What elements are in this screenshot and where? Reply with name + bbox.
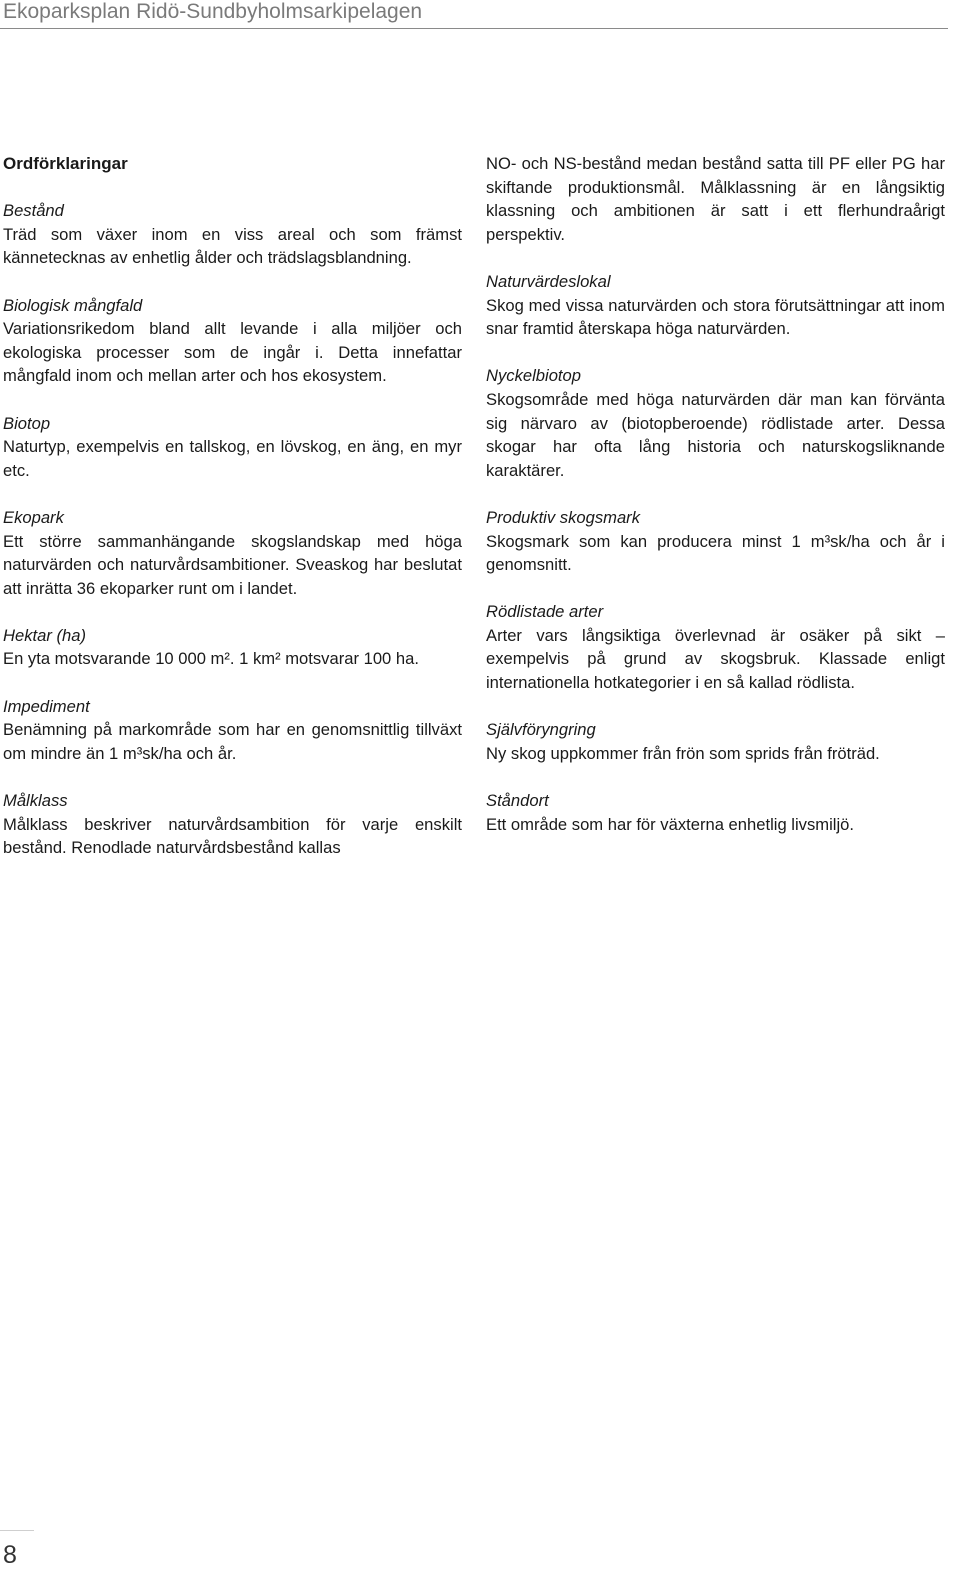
glossary-definition: Ett område som har för växterna enhetlig livsmiljö. [486,814,854,834]
glossary-definition: Skogsmark som kan producera minst 1 m³sk/ha och år i genomsnitt. [486,531,945,575]
section-heading: Ordförklaringar [3,154,128,173]
glossary-entry-malklass [3,789,462,860]
glossary-term: Målklass [3,791,68,811]
glossary-definition: Målklass beskriver naturvårdsambition för varje enskilt bestånd. Renodlade naturvårdsbestånd kallas [3,814,462,858]
glossary-definition: En yta motsvarande 10 000 m². 1 km² motsvarar 100 ha. [3,649,419,669]
glossary-entry-hektar [3,624,462,671]
glossary-term: Ståndort [486,791,549,811]
glossary-entry-ekopark [3,506,462,600]
glossary-entry-rodlistade-arter [486,600,945,694]
glossary-definition: Ny skog uppkommer från frön som sprids från fröträd. [486,743,880,763]
glossary-entry-biologisk-mangfald [3,294,462,388]
glossary-term: Impediment [3,696,90,716]
page-number-rule [0,1530,34,1531]
glossary-definition: Arter vars långsiktiga överlevnad är osäker på sikt – exempelvis på grund av skogsbruk. Klassade enligt internationella hotkategorier i en så kallad rödlista. [486,625,945,693]
glossary-entry-sjalvforyngring [486,718,945,765]
glossary-definition: Ett större sammanhängande skogslandskap med höga naturvärden och naturvårdsambitioner. Sveaskog har beslutat att inrätta 36 ekoparker runt om i landet. [3,531,462,598]
glossary-definition-continuation: NO- och NS-bestånd medan bestånd satta till PF eller PG har skiftande produktionsmål. Målklassning är en långsiktig klassning och ambitionen är satt i ett flerhundraårigt perspektiv. [486,154,945,244]
glossary-term: Rödlistade arter [486,602,604,622]
glossary-term: Bestånd [3,201,64,221]
glossary-entry-naturvardeslokal [486,270,945,341]
glossary-definition: Skogsområde med höga naturvärden där man kan förvänta sig närvaro av (biotopberoende) rödlistade arter. Dessa skogar har ofta lång historia och naturskogsliknande karaktärer. [486,389,945,480]
glossary-definition: Träd som växer inom en viss areal och som främst kännetecknas av enhetlig ålder och trädslagsblandning. [3,224,462,268]
glossary-term: Hektar (ha) [3,625,86,645]
glossary-entry-produktiv-skogsmark [486,506,945,577]
document-title: Ekoparksplan Ridö-Sundbyholmsarkipelagen [3,0,423,23]
glossary-term: Naturvärdeslokal [486,271,611,291]
glossary-entry-standort [486,789,945,836]
glossary-entry-bestand [3,199,462,270]
left-column [3,152,462,883]
glossary-term: Biotop [3,413,51,433]
page-number: 8 [3,1541,17,1569]
glossary-entry-nyckelbiotop [486,364,945,482]
right-column [486,152,945,860]
glossary-entry-impediment [3,695,462,766]
glossary-term: Produktiv skogsmark [486,507,641,527]
glossary-entry-biotop [3,412,462,483]
glossary-definition: Skog med vissa naturvärden och stora förutsättningar att inom snar framtid återskapa höga naturvärden. [486,295,945,339]
running-header [0,0,948,29]
glossary-term: Ekopark [3,507,64,527]
glossary-term: Biologisk mångfald [3,295,143,315]
glossary-definition: Benämning på markområde som har en genomsnittlig tillväxt om mindre än 1 m³sk/ha och år. [3,720,462,763]
glossary-definition: Variationsrikedom bland allt levande i alla miljöer och ekologiska processer som de ingår i. Detta innefattar mångfald inom och mellan arter och hos ekosystem. [3,319,462,386]
glossary-term: Nyckelbiotop [486,366,582,386]
glossary-term: Självföryngring [486,720,596,740]
glossary-definition: Naturtyp, exempelvis en tallskog, en lövskog, en äng, en myr etc. [3,437,462,480]
